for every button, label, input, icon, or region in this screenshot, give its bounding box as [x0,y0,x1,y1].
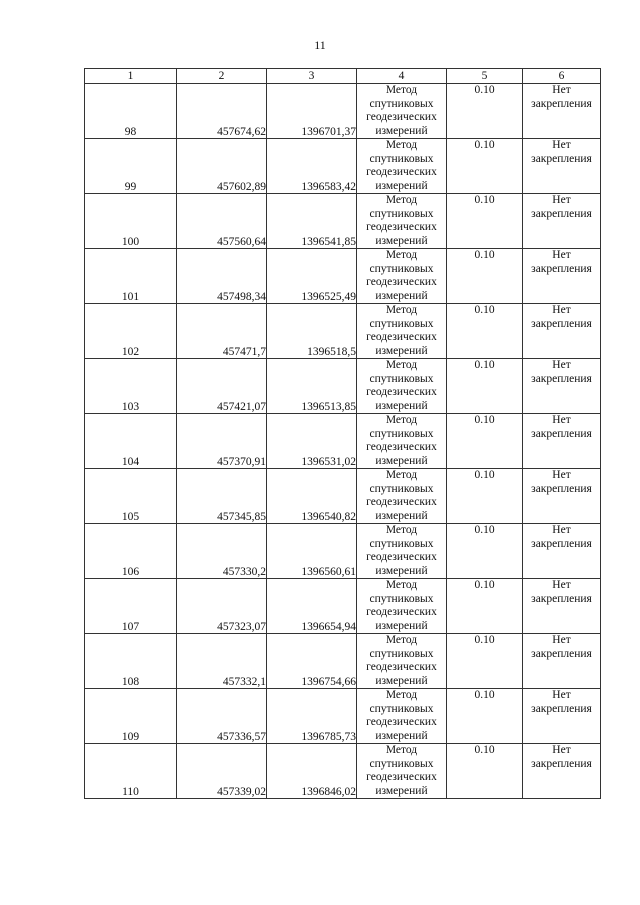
column-header-5: 5 [447,69,523,84]
method-line: спутниковых [369,537,434,550]
fixation-line: Нет [552,579,571,591]
method-line: геодезических [366,221,437,233]
method-line: спутниковых [369,372,434,385]
point-number-cell: 105 [85,469,177,524]
y-coordinate-cell: 1396540,82 [267,469,357,524]
method-line: Метод [385,194,418,206]
method-line: Метод [385,249,418,261]
x-coordinate-cell: 457498,34 [177,249,267,304]
point-number-cell: 109 [85,689,177,744]
y-coordinate-cell: 1396846,02 [267,744,357,799]
table-row [85,359,601,414]
fixation-line: Нет [552,194,571,206]
accuracy-cell: 0.10 [447,414,523,469]
accuracy-cell: 0.10 [447,524,523,579]
x-coordinate-cell: 457339,02 [177,744,267,799]
x-coordinate-cell: 457602,89 [177,139,267,194]
method-line: измерений [375,564,428,577]
fixation-line: закрепления [531,757,592,770]
method-line: спутниковых [369,757,434,770]
method-line: измерений [375,289,428,302]
fixation-line: Нет [552,249,571,261]
method-line: спутниковых [369,152,434,165]
method-cell [357,524,447,579]
y-coordinate-cell: 1396525,49 [267,249,357,304]
method-cell [357,249,447,304]
fixation-cell [523,634,601,689]
x-coordinate-cell: 457330,2 [177,524,267,579]
fixation-line: Нет [552,524,571,536]
method-cell [357,634,447,689]
fixation-line: закрепления [531,592,592,605]
method-line: геодезических [366,331,437,343]
fixation-line: Нет [552,139,571,151]
y-coordinate-cell: 1396531,02 [267,414,357,469]
fixation-line: Нет [552,744,571,756]
table-row [85,689,601,744]
method-line: измерений [375,179,428,192]
fixation-line: закрепления [531,427,592,440]
y-coordinate-cell: 1396754,66 [267,634,357,689]
fixation-line: закрепления [531,647,592,660]
method-line: измерений [375,454,428,467]
x-coordinate-cell: 457370,91 [177,414,267,469]
fixation-line: Нет [552,414,571,426]
accuracy-cell: 0.10 [447,689,523,744]
point-number-cell: 99 [85,139,177,194]
method-line: геодезических [366,551,437,563]
method-line: измерений [375,124,428,137]
method-line: измерений [375,344,428,357]
method-line: геодезических [366,441,437,453]
x-coordinate-cell: 457421,07 [177,359,267,414]
method-cell [357,579,447,634]
table-row [85,469,601,524]
accuracy-cell: 0.10 [447,139,523,194]
accuracy-cell: 0.10 [447,634,523,689]
method-line: Метод [385,469,418,481]
fixation-cell [523,744,601,799]
method-line: Метод [385,744,418,756]
method-cell [357,744,447,799]
accuracy-cell: 0.10 [447,579,523,634]
method-cell [357,469,447,524]
method-line: Метод [385,524,418,536]
table-row [85,579,601,634]
y-coordinate-cell: 1396654,94 [267,579,357,634]
accuracy-cell: 0.10 [447,194,523,249]
fixation-cell [523,414,601,469]
fixation-cell [523,84,601,139]
point-number-cell: 108 [85,634,177,689]
y-coordinate-cell: 1396560,61 [267,524,357,579]
table-row [85,194,601,249]
accuracy-cell: 0.10 [447,84,523,139]
y-coordinate-cell: 1396785,73 [267,689,357,744]
fixation-cell [523,689,601,744]
method-line: геодезических [366,716,437,728]
y-coordinate-cell: 1396701,37 [267,84,357,139]
table-header [85,69,601,84]
fixation-line: закрепления [531,317,592,330]
x-coordinate-cell: 457332,1 [177,634,267,689]
method-cell [357,84,447,139]
accuracy-cell: 0.10 [447,469,523,524]
fixation-line: закрепления [531,537,592,550]
fixation-line: закрепления [531,262,592,275]
method-line: измерений [375,729,428,742]
fixation-line: закрепления [531,97,592,110]
method-cell [357,414,447,469]
table-row [85,84,601,139]
fixation-line: Нет [552,359,571,371]
method-line: спутниковых [369,207,434,220]
method-line: Метод [385,634,418,646]
point-number-cell: 101 [85,249,177,304]
method-line: измерений [375,619,428,632]
method-line: Метод [385,304,418,316]
accuracy-cell: 0.10 [447,304,523,359]
x-coordinate-cell: 457560,64 [177,194,267,249]
method-line: спутниковых [369,97,434,110]
table-row [85,634,601,689]
method-line: спутниковых [369,427,434,440]
accuracy-cell: 0.10 [447,359,523,414]
column-header-2: 2 [177,69,267,84]
method-line: Метод [385,84,418,96]
column-header-4: 4 [357,69,447,84]
fixation-line: Нет [552,84,571,96]
method-line: Метод [385,579,418,591]
method-line: Метод [385,414,418,426]
fixation-line: Нет [552,634,571,646]
point-number-cell: 106 [85,524,177,579]
x-coordinate-cell: 457471,7 [177,304,267,359]
method-line: спутниковых [369,702,434,715]
method-cell [357,194,447,249]
fixation-cell [523,194,601,249]
point-number-cell: 103 [85,359,177,414]
table-row [85,744,601,799]
fixation-cell [523,469,601,524]
method-cell [357,139,447,194]
point-number-cell: 102 [85,304,177,359]
method-line: спутниковых [369,592,434,605]
method-line: геодезических [366,276,437,288]
fixation-line: закрепления [531,372,592,385]
table-row [85,249,601,304]
method-line: геодезических [366,496,437,508]
method-cell [357,304,447,359]
x-coordinate-cell: 457323,07 [177,579,267,634]
fixation-line: закрепления [531,152,592,165]
table-body [85,84,601,799]
fixation-cell [523,359,601,414]
table-row [85,414,601,469]
method-line: геодезических [366,111,437,123]
y-coordinate-cell: 1396518,5 [267,304,357,359]
point-number-cell: 98 [85,84,177,139]
method-line: Метод [385,139,418,151]
x-coordinate-cell: 457674,62 [177,84,267,139]
method-line: Метод [385,689,418,701]
fixation-line: Нет [552,304,571,316]
page-number: 11 [314,38,326,52]
column-header-6: 6 [523,69,601,84]
table-row [85,139,601,194]
x-coordinate-cell: 457345,85 [177,469,267,524]
column-header-3: 3 [267,69,357,84]
point-number-cell: 107 [85,579,177,634]
y-coordinate-cell: 1396583,42 [267,139,357,194]
method-line: спутниковых [369,317,434,330]
fixation-line: закрепления [531,207,592,220]
fixation-cell [523,249,601,304]
y-coordinate-cell: 1396513,85 [267,359,357,414]
coordinates-table [84,68,601,799]
header-row [85,69,601,84]
accuracy-cell: 0.10 [447,744,523,799]
method-line: геодезических [366,386,437,398]
fixation-line: закрепления [531,702,592,715]
fixation-cell [523,579,601,634]
accuracy-cell: 0.10 [447,249,523,304]
fixation-line: закрепления [531,482,592,495]
fixation-cell [523,524,601,579]
column-header-1: 1 [85,69,177,84]
method-line: геодезических [366,771,437,783]
point-number-cell: 104 [85,414,177,469]
method-line: спутниковых [369,647,434,660]
fixation-cell [523,139,601,194]
y-coordinate-cell: 1396541,85 [267,194,357,249]
fixation-line: Нет [552,469,571,481]
method-cell [357,689,447,744]
method-line: геодезических [366,166,437,178]
method-line: измерений [375,509,428,522]
method-line: Метод [385,359,418,371]
table-row [85,524,601,579]
point-number-cell: 100 [85,194,177,249]
method-line: спутниковых [369,482,434,495]
x-coordinate-cell: 457336,57 [177,689,267,744]
method-line: спутниковых [369,262,434,275]
table-row [85,304,601,359]
method-line: измерений [375,234,428,247]
method-line: измерений [375,399,428,412]
method-line: геодезических [366,661,437,673]
method-line: измерений [375,784,428,797]
fixation-cell [523,304,601,359]
point-number-cell: 110 [85,744,177,799]
fixation-line: Нет [552,689,571,701]
method-line: измерений [375,674,428,687]
method-line: геодезических [366,606,437,618]
method-cell [357,359,447,414]
